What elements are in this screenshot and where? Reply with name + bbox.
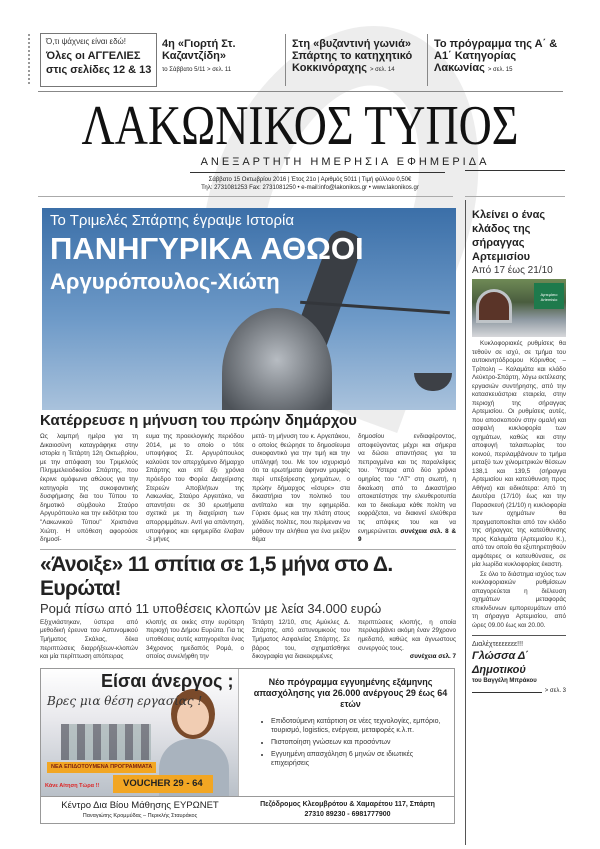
second-subhead: Ρομά πίσω από 11 υποθέσεις κλοπών με λεία 34.000 ευρώ (40, 600, 382, 616)
teaser-title: Στη «βυζαντινή γωνιά» Σπάρτης το κατηχητικό Κοκκινόραχης (292, 38, 413, 74)
side-dates: Από 17 έως 21/10 (472, 265, 553, 276)
teaser-championship[interactable] (434, 38, 566, 76)
lead-kicker: Το Τριμελές Σπάρτης έγραψε Ιστορία (50, 212, 294, 229)
second-col-3: Τετάρτη 12/10, στις Αμύκλες Δ. Σπάρτης, από αστυνομικούς του Τμήματος Ασφαλείας Σπάρτης. Σε βάρος του, σχηματίσθηκε δικογραφία για διακεκριμένες (252, 618, 350, 661)
road-sign: Αρτεμίσιο Artemisio (534, 283, 564, 309)
divider (40, 549, 456, 550)
teaser-ref: το Σάββατο 5/11 > σελ. 11 (162, 67, 232, 73)
side-column (472, 208, 566, 695)
masthead-subtitle: ΑΝΕΞΑΡΤΗΤΗ ΗΜΕΡΗΣΙΑ ΕΦΗΜΕΡΙΔΑ (200, 156, 490, 168)
dateline (150, 176, 470, 192)
teaser-kokkinorachi[interactable] (292, 38, 424, 76)
second-headline: «Άνοιξε» 11 σπίτια σε 1,5 μήνα στο Δ. Ευρώτα! (40, 552, 393, 600)
ad-org-people: Παναγιώτης Κρομμύδας – Περικλής Σταυράκος (82, 812, 198, 819)
ad-bullet: • Εγγυημένη απασχόληση 6 μηνών σε ιδιωτικές επιχειρήσεις (271, 750, 448, 768)
teaser-kazantzidis[interactable] (162, 38, 280, 76)
side-body: Κυκλοφοριακές ρυθμίσεις θα τεθούν σε ισχύ, σε τμήμα του αυτοκινητόδρομου Κόρινθος – Τρίπολη – Καλαμάτα και κλάδο Λεύκτρο-Σπάρτη, λόγω εκτέλεσης εργασιών συντήρησης, από την κατασκευάστρια εταιρεία, στην περιοχή της σήραγγας Αρτεμισίου. Οι ρυθμίσεις αυτές, που αποσκοπούν στην ομαλή και ασφαλή κυκλοφορία των οχημάτων, καθώς και στην αποφυγή ταλαιπωρίας του κοινού, περιλαμβάνουν το τμήμα μεταξύ των χιλιομετρικών θέσεων 138,1 και 139,5 (σήραγγα Αρτεμισίου και κατεύθυνση προς Αθήνα) και ειδικότερα: Από τη Δευτέρα (17/10) έως και την Παρασκευή (21/10) η κυκλοφορία των οχημάτων θα πραγματοποιείται από τον κλάδο της σήραγγας της κατεύθυνσης προς Καλαμάτα (Αρτεμισίου Κ.), από τον οποίο θα εξυπηρετηθούν αμφότερες οι κατευθύνσεις, σε μία λωρίδα κυκλοφορίας έκαστη. (472, 340, 566, 568)
second-col-1: Εξιχνιάστηκαν, ύστερα από μεθοδική έρευνα του Αστυνομικού Τμήματος Σκάλας, δέκα περιπτώσεις διαρρήξεων-κλοπών και μία περίπτωση απόπειρας (40, 618, 138, 661)
classifieds-line1: Ό,τι ψάχνεις είναι εδώ! (46, 37, 126, 46)
classifieds-line2: Όλες οι ΑΓΓΕΛΙΕΣ (46, 50, 141, 62)
ad-bullet: • Πιστοποίηση γνώσεων και προσόντων (271, 738, 448, 747)
ad-address: Πεζόδρομος Κλεομβρότου & Χαμαρέτου 117, Σπάρτη (260, 800, 435, 808)
second-col-4-text: περιπτώσεις κλοπής, η οποία περιλαμβάνει ακόμη έναν 29χρονο ημεδαπό, καθώς και άγνωστους συνεργούς τους. (358, 618, 456, 652)
column-title: Γλώσσα Δ΄ Δημοτικού (472, 650, 529, 676)
column-kicker: Διαλέχτεεεεεεε!!! (472, 641, 524, 648)
lead-col-3: μετά- τη μήνυση του κ. Αργειτάκου, ο οποίος θεώρησε το δημοσίευμα συκοφαντικό για την τιμή και την υπόληψή του. Με τον ισχυρισμό ότι τα ερωτήματα άφηναν μομφές περί υπεξαίρεσης χρημάτων, ο πρώην δήμαρχος «έσυρε» στα δικαστήρια τον πολιτικό του αντίπαλο και την εφημερίδα. Γύρισε όμως και την πλάτη στους χιλιάδες πολίτες, που περίμεναν να μάθουν την αλήθεια για ένα μείζον θέμα (252, 433, 350, 544)
contact-info: Τηλ: 2731081253 Fax: 2731081250 • e-mail:info@lakonikos.gr • www.lakonikos.gr (201, 185, 419, 191)
lead-article-title: Κατέρρευσε η μήνυση του πρώην δημάρχου (40, 412, 357, 429)
masthead-title: ΛΑΚΩΝΙΚΟΣ ΤΥΠΟΣ (81, 95, 519, 157)
second-columns (40, 619, 456, 662)
lead-names: Αργυρόπουλος-Χιώτη (50, 269, 280, 294)
ad-apply-text: Κάνε Αίτηση Τώρα !! (45, 782, 100, 789)
ad-heading: Νέο πρόγραμμα εγγυημένης εξάμηνης απασχόλησης για 26.000 ανέργους 29 έως 64 ετών (253, 676, 448, 709)
ad-voucher: VOUCHER 29 - 64 (113, 775, 213, 793)
divider (472, 635, 566, 636)
lead-headline: ΠΑΝΗΓΥΡΙΚΑ ΑΘΩΟΙ (50, 231, 364, 266)
teaser-ref: > σελ. 15 (487, 67, 513, 73)
ad-org-name: Κέντρο Δια Βίου Μάθησης ΕΥΡΩΝΕΤ (61, 799, 219, 811)
side-body-2: Σε όλο το διάστημα ισχύος των κυκλοφοριακών ρυθμίσεων απαγορεύεται η διέλευση οχημάτων μεταφοράς επικίνδυνων εμπορευμάτων από τη σήραγγα Αρτεμισίου, από ώρες 09.00 έως και 20.00. (472, 570, 567, 629)
ad-script: Βρες μια θέση εργασίας ! (47, 693, 203, 708)
lead-photo-justice-statue (42, 208, 456, 410)
issue-info: Σάββατο 15 Οκτωβρίου 2016 | Έτος 21ο | Αριθμός 5011 | Τιμή φύλλου 0,50€ (208, 177, 412, 183)
ad-bullets (263, 717, 448, 768)
main-column (40, 412, 456, 824)
column-page-ref[interactable]: > σελ. 3 (544, 688, 566, 694)
continued-link[interactable]: συνέχεια σελ. 8 & 9 (358, 527, 456, 544)
side-headline: Κλείνει ο ένας κλάδος της σήραγγας Αρτεμισίου (472, 209, 546, 263)
side-photo-tunnel (472, 279, 566, 337)
advertisement-euronet[interactable] (40, 668, 455, 824)
lead-col-1: Ως λαμπρή ημέρα για τη Δικαιοσύνη καταγράφηκε στην ιστορία η Τετάρτη 12η Οκτωβρίου, με την απόφαση του Τριμελούς Πλημμελειοδικείου Σπάρτης, που έκρινε ομόφωνα αθώους για την κατηγορία της συκοφαντικής δυσφήμισης δια του Τύπου το δημοτικό σύμβουλο Σταύρο Αργυρόπουλο και την εκδότρια του "Λακωνικού Τύπου" Χριστιάνα Χιώτη. Η υπόθεση αφορούσε δημοσί- (40, 433, 138, 544)
lead-columns (40, 433, 456, 545)
column-author: του Βαγγέλη Μπράκου (472, 678, 537, 684)
lead-col-4 (358, 433, 456, 545)
lead-col-4-text: δημοσίου ενδιαφέροντος, αποφεύγοντας μέχρι και σήμερα να δώσει απαντήσεις για τα πεπραγμένα και τις παραλείψεις του. Ύστερα από δύο χρόνια ομηρίας του "ΛΤ" στη σιωπή, η δικαίωση από το Δικαστήριο αποκατέστησε την ελευθεροτυπία και το δικαίωμα κάθε πολίτη να εκφράζεται, να διακινεί ελεύθερα τις απόψεις του και να ενημερώνεται. (358, 433, 456, 535)
ad-phones: 27310 89230 - 6981777900 (304, 810, 391, 818)
classifieds-box[interactable] (40, 33, 157, 87)
ad-contact (241, 800, 454, 820)
second-col-2: κλοπής σε οικίες στην ευρύτερη περιοχή του Δήμου Ευρώτα. Για τις υποθέσεις αυτές κατηγορείται ένας 34χρονος ημεδαπός Ρομά, ο οποίος συνελήφθη την (146, 618, 244, 661)
classifieds-line3: στις σελίδες 12 & 13 (46, 64, 152, 76)
ad-image (41, 669, 239, 796)
ad-ribbon: ΝΕΑ ΕΠΙΔΟΤΟΥΜΕΝΑ ΠΡΟΓΡΑΜΜΑΤΑ (47, 762, 156, 773)
lead-col-2: ευμα της προεκλογικής περιόδου 2014, με το οποίο ο τότε υποψήφιος Στ. Αργυρόπουλος καλούσε τον απερχόμενο δήμαρχο Σπάρτης και επί έξι χρόνια πρόεδρο του Φορέα Διαχείρισης Στερεών Αποβλήτων της Λακωνίας, Σταύρο Αργειτάκο, να απαντήσει σε 30 ερωτήματα σχετικά με τη διαχείριση των απορριμμάτων. Αντί για απάντηση, υποψήφιος και εφημερίδα έλαβαν -3 μήνες (146, 433, 244, 544)
ad-bullet: • Επιδοτούμενη κατάρτιση σε νέες τεχνολογίες, εμπόριο, τουρισμό, logistics, ενέργεια, μεταφορές κ.λ.π. (271, 717, 448, 735)
column-footer (472, 687, 566, 695)
header-icons (28, 34, 36, 84)
second-col-4 (358, 619, 456, 662)
divider (472, 692, 542, 693)
teaser-ref: > σελ. 14 (369, 67, 395, 73)
ad-title: Είσαι άνεργος ; (101, 670, 234, 691)
teaser-title: Το πρόγραμμα της Α΄ & Α1΄ Κατηγορίας Λακωνίας (434, 38, 558, 74)
ad-org (41, 800, 239, 820)
teaser-title: 4η «Γιορτή Στ. Καζαντζίδη» (162, 38, 236, 62)
continued-link[interactable]: συνέχεια σελ. 7 (409, 653, 456, 661)
